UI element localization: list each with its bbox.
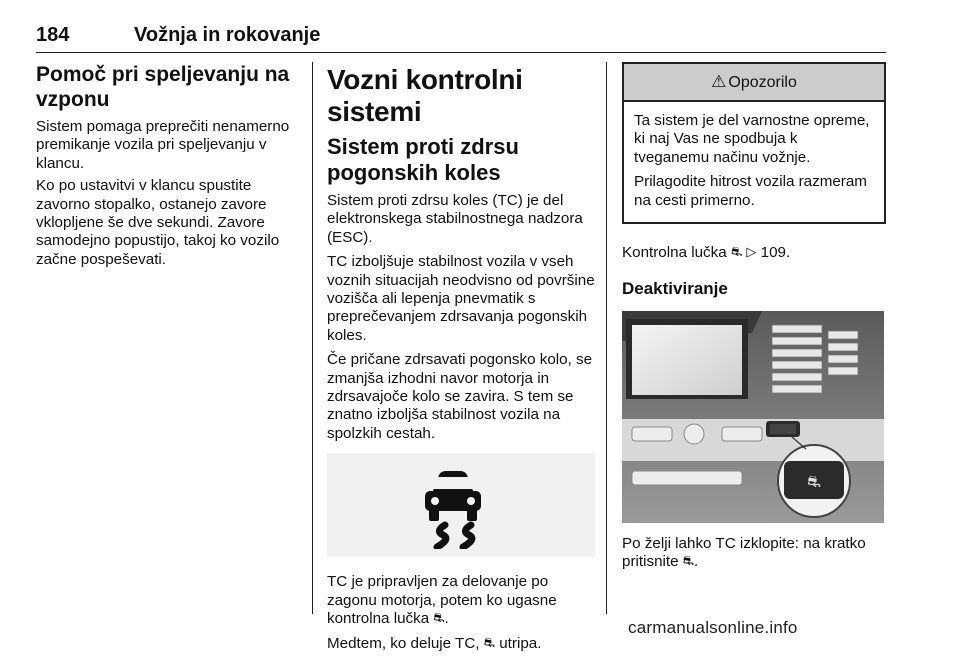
section-heading-driving-control: Vozni kontrolni sistemi bbox=[327, 64, 523, 127]
column-hill-start-assist bbox=[36, 62, 298, 275]
paragraph: Sistem proti zdrsu koles (TC) je del elektronskega stabilnostnega nadzora (ESC). bbox=[327, 192, 583, 246]
tc-off-button-icon: ⛐ bbox=[682, 553, 695, 569]
tc-warning-lamp-icon: ⛐ bbox=[433, 610, 445, 626]
paragraph: TC izboljšuje stabilnost vozila v vseh voznih situacijah neodvisno od površine vozišča ali lepenja pnevmatik s preprečevanjem zdrsavanja pogonskih koles. bbox=[327, 253, 595, 344]
warning-box bbox=[622, 62, 886, 224]
column-driving-control-systems bbox=[327, 62, 595, 659]
page-number: 184 bbox=[36, 24, 70, 46]
paragraph: Če pričane zdrsavati pogonsko kolo, se zmanjša izhodni navor motorja in zdrsavajoče kolo se zavira. S tem se znatno izboljša stabilnost vozila na spolzkih cestah. bbox=[327, 351, 593, 442]
subsection-heading-traction-control: Sistem proti zdrsu pogonskih koles bbox=[327, 134, 519, 185]
warning-title: Opozorilo bbox=[728, 74, 797, 91]
paragraph: TC je pripravljen za delovanje po zagonu motorja, potem ko ugasne kontrolna lučka ⛐. bbox=[327, 573, 557, 628]
warning-text: Prilagodite hitrost vozila razmeram na cesti primerno. bbox=[634, 173, 867, 209]
dashboard-tc-button-illustration bbox=[622, 311, 884, 523]
tc-warning-lamp-icon: ⛐ bbox=[483, 634, 495, 650]
page-header bbox=[36, 22, 886, 53]
warning-body bbox=[624, 102, 884, 222]
tc-symbol-figure bbox=[327, 453, 595, 557]
column-warning-deactivation bbox=[622, 62, 886, 578]
column-divider-2 bbox=[606, 62, 607, 614]
tc-warning-lamp-icon bbox=[413, 461, 509, 549]
warning-text: Ta sistem je del varnostne opreme, ki naj Vas ne spodbuja k tveganemu načinu vožnje. bbox=[634, 112, 870, 166]
svg-text:⛐: ⛐ bbox=[807, 471, 821, 491]
subsection-heading-deactivation: Deaktiviranje bbox=[622, 278, 728, 298]
paragraph: Po želji lahko TC izklopite: na kratko pritisnite ⛐. bbox=[622, 534, 866, 571]
reference-line: Kontrolna lučka ⛐ ▷ 109. bbox=[622, 244, 791, 262]
tc-warning-lamp-icon: ⛐ bbox=[730, 244, 743, 260]
chapter-title: Vožnja in rokovanje bbox=[134, 24, 321, 46]
paragraph: Ko po ustavitvi v klancu spustite zavorno stopalko, ostanejo zavore vklopljene še dve sekundi. Zavore samodejno popustijo, takoj ko vozilo začne pospeševati. bbox=[36, 177, 280, 268]
warning-triangle-icon: ⚠ bbox=[711, 72, 727, 91]
column-divider-1 bbox=[312, 62, 313, 614]
page-reference[interactable]: 109. bbox=[760, 244, 791, 262]
paragraph: Sistem pomaga preprečiti nenamerno premikanje vozila pri speljevanju v klancu. bbox=[36, 118, 290, 172]
warning-header bbox=[624, 64, 884, 102]
watermark: carmanualsonline.info bbox=[628, 618, 798, 637]
section-heading-hill-start: Pomoč pri speljevanju na vzponu bbox=[36, 63, 290, 111]
paragraph: Medtem, ko deluje TC, ⛐ utripa. bbox=[327, 634, 542, 652]
arrow-reference-icon: ▷ bbox=[746, 244, 757, 260]
